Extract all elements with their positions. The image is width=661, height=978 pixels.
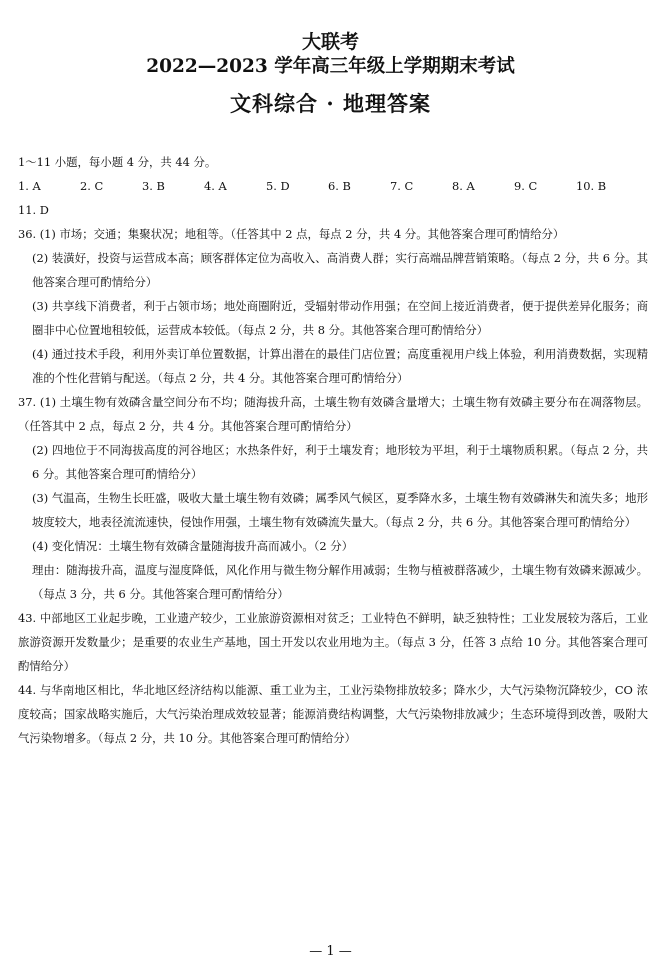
choice-answer: 9. C [514, 179, 538, 193]
choice-answer: 5. D [266, 179, 290, 193]
q37-part2: (2) 四地位于不同海拔高度的河谷地区；水热条件好，利于土壤发育；地形较为平坦，利于土壤物质积累。（每点 2 分，共 6 分。其他答案合理可酌情给分） [32, 443, 648, 481]
q37-part1: 37. (1) 土壤生物有效磷含量空间分布不均；随海拔升高，土壤生物有效磷含量增大；土壤生物有效磷主要分布在凋落物层。（任答其中 2 点，每点 2 分，共 4 分。其他答案合理可酌情给分） [18, 395, 648, 433]
subject-title: 文科综合 · 地理答案 [230, 91, 431, 116]
q36-part4: (4) 通过技术手段，利用外卖订单位置数据，计算出潜在的最佳门店位置；高度重视用户线上体验，利用消费数据，实现精准的个性化营销与配送。（每点 2 分，共 4 分。其他答案合理可酌情给分） [32, 347, 648, 385]
q43-answer: 43. 中部地区工业起步晚，工业遗产较少，工业旅游资源相对贫乏；工业特色不鲜明，缺乏独特性；工业发展较为落后，工业旅游资源开发数量少；是重要的农业生产基地，国土开发以农业用地为主。（每点 3 分，任答 3 点给 10 分。其他答案合理可酌情给分） [18, 611, 648, 673]
choice-answers-row [18, 198, 648, 222]
choice-answers-row [18, 174, 648, 198]
answer-content [18, 150, 648, 750]
q36-part1: 36. (1) 市场；交通；集聚状况；地租等。（任答其中 2 点，每点 2 分，共 4 分。其他答案合理可酌情给分） [18, 227, 565, 241]
q37-part4-reason: 理由：随海拔升高，温度与湿度降低，风化作用与微生物分解作用减弱；生物与植被群落减少，土壤生物有效磷来源减少。（每点 3 分，共 6 分。其他答案合理可酌情给分） [32, 563, 648, 601]
choice-answer: 10. B [576, 179, 607, 193]
choice-answer: 7. C [390, 179, 414, 193]
choice-answer: 6. B [328, 179, 351, 193]
header [0, 30, 661, 118]
q37-part3: (3) 气温高，生物生长旺盛，吸收大量土壤生物有效磷；属季风气候区，夏季降水多，土壤生物有效磷淋失和流失多；地形坡度较大，地表径流流速快，侵蚀作用强，土壤生物有效磷流失量大。（每点 2 分，共 6 分。其他答案合理可酌情给分） [32, 491, 648, 529]
page-number: — 1 — [309, 944, 352, 959]
q37-part4: (4) 变化情况：土壤生物有效磷含量随海拔升高而减小。（2 分） [32, 539, 354, 553]
choice-answer: 8. A [452, 179, 475, 193]
choice-answer: 4. A [204, 179, 227, 193]
choice-answer: 3. B [142, 179, 165, 193]
choice-answer: 1. A [18, 179, 41, 193]
q36-part3: (3) 共享线下消费者，利于占领市场；地处商圈附近，受辐射带动作用强；在空间上接近消费者，便于提供差异化服务；商圈非中心位置地租较低，运营成本较低。（每点 2 分，共 8 分。其他答案合理可酌情给分） [32, 299, 648, 337]
exam-org-title: 大联考 [301, 31, 359, 53]
q36-part2: (2) 装潢好，投资与运营成本高；顾客群体定位为高收入、高消费人群；实行高端品牌营销策略。（每点 2 分，共 6 分。其他答案合理可酌情给分） [32, 251, 648, 289]
choice-intro: 1～11 小题，每小题 4 分，共 44 分。 [18, 155, 217, 169]
q44-answer: 44. 与华南地区相比，华北地区经济结构以能源、重工业为主，工业污染物排放较多；降水少，大气污染物沉降较少，CO 浓度较高；国家战略实施后，大气污染治理成效较显著；能源消费结构调整，大气污染物排放减少；生态环境得到改善，吸附大气污染物增多。（每点 2 分，共 10 分。其他答案合理可酌情给分） [18, 683, 648, 745]
choice-answer: 2. C [80, 179, 104, 193]
exam-title: 2022—2023 学年高三年级上学期期末考试 [146, 56, 515, 77]
choice-answer: 11. D [18, 203, 49, 217]
